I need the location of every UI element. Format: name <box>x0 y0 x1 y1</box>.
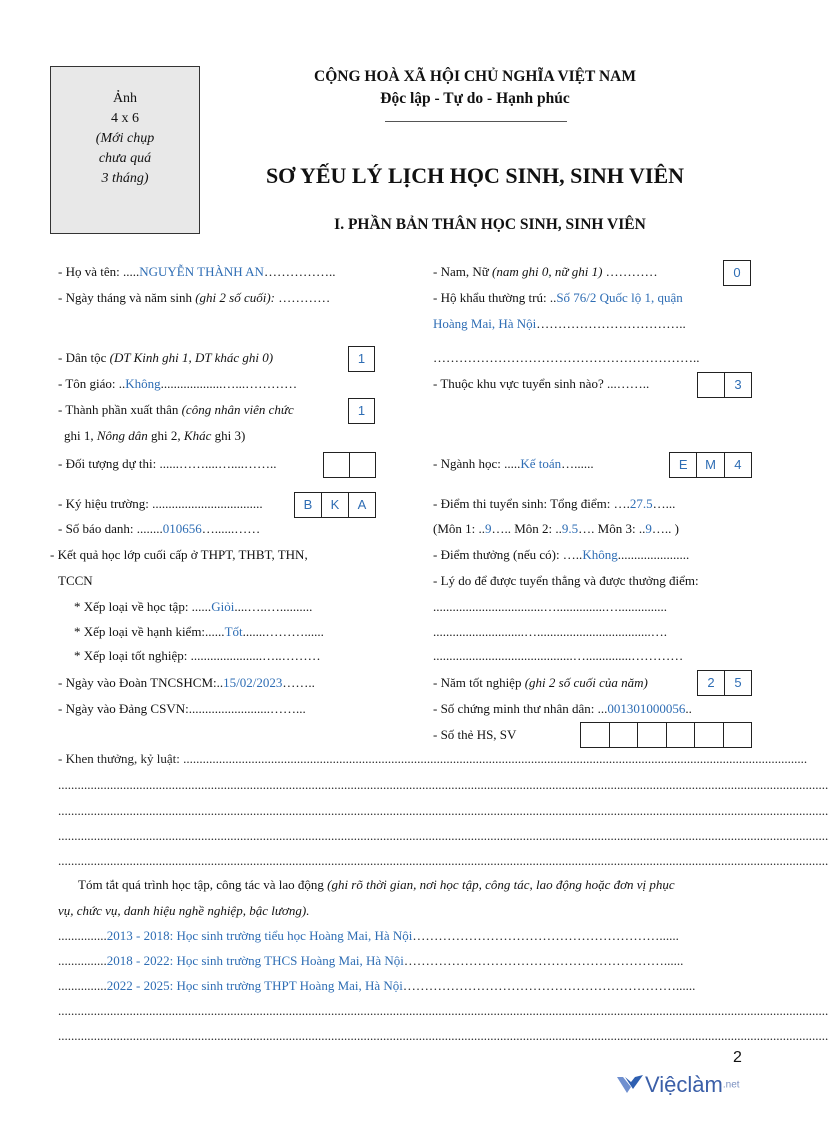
major-field[interactable] <box>433 456 594 472</box>
address-line-2[interactable] <box>433 316 686 332</box>
school-code-box[interactable] <box>294 492 376 518</box>
reason-line-2[interactable]: ............................…...................................…. <box>433 624 667 639</box>
photo-note-3: 3 tháng) <box>101 171 149 186</box>
summary-entry[interactable]: ...............2013 - 2018: Học sinh trường tiểu học Hoàng Mai, Hà Nội…………………………………………………...... <box>58 928 679 943</box>
ethnic-box-cell: 1 <box>357 351 366 366</box>
gender-hint: (nam ghi 0, nữ ghi 1) <box>492 264 603 279</box>
subj-close: ….. ) <box>651 521 679 536</box>
religion-value: Không <box>125 376 161 391</box>
union-value: 15/02/2023 <box>223 675 283 690</box>
reward-line-5[interactable]: ............................................................................................................................................................................................................................................. <box>58 853 828 868</box>
study-field[interactable] <box>74 599 312 615</box>
school-code-cell: A <box>357 497 367 512</box>
summary-blank-line[interactable]: ............................................................................................................................................................................................................................................. <box>58 1028 828 1043</box>
bonus-tail: ...................... <box>617 547 690 562</box>
card-cell <box>667 723 696 747</box>
gender-box-cell: 0 <box>733 265 741 280</box>
score-value: 27.5 <box>629 496 653 511</box>
section-title: I. PHẦN BẢN THÂN HỌC SINH, SINH VIÊN <box>334 216 646 233</box>
card-cell <box>638 723 667 747</box>
country-name: CỘNG HOÀ XÃ HỘI CHỦ NGHĨA VIỆT NAM <box>314 68 636 85</box>
area-box-cell <box>698 373 725 397</box>
sbd-field[interactable] <box>58 521 260 537</box>
reward-line-1[interactable]: - Khen thưởng, kỷ luật: ................................................................................................................................................................................................ <box>58 751 808 766</box>
origin-box[interactable] <box>348 398 375 424</box>
origin-options <box>64 428 245 444</box>
school-code-cell: K <box>322 493 349 517</box>
summary-blank-line[interactable]: ............................................................................................................................................................................................................................................. <box>58 1003 828 1018</box>
summary-entry[interactable]: ...............2018 - 2022: Học sinh trường THCS Hoàng Mai, Hà Nội……………………………………………………...... <box>58 953 684 968</box>
summary-entry-text: 2013 - 2018: Học sinh trường tiểu học Hoàng Mai, Hà Nội <box>106 928 413 943</box>
subj-2-label: ….. Môn 2: .. <box>491 521 562 536</box>
target-box-cell <box>324 453 350 477</box>
major-code-box[interactable] <box>669 452 752 478</box>
subj-3-label: …. Môn 3: .. <box>578 521 646 536</box>
grad-year-cell: 2 <box>698 671 725 695</box>
bonus-field[interactable] <box>433 547 689 563</box>
origin-opt-2b: ghi 2, <box>147 428 184 443</box>
card-number-box[interactable] <box>580 722 752 748</box>
photo-placeholder <box>50 66 200 234</box>
header-divider <box>385 121 567 122</box>
sbd-label: - Số báo danh: ........ <box>58 521 163 536</box>
address-value-2: Hoàng Mai, Hà Nội <box>433 316 537 331</box>
origin-opt-1: ghi 1, <box>64 428 97 443</box>
reward-line-2[interactable]: ............................................................................................................................................................................................................................................. <box>58 777 828 792</box>
gender-label: - Nam, Nữ <box>433 264 493 279</box>
area-box[interactable] <box>697 372 752 398</box>
dob-field[interactable] <box>58 290 330 306</box>
area-box-cell: 3 <box>734 377 742 392</box>
photo-label: Ảnh <box>112 91 138 106</box>
score-field[interactable] <box>433 496 675 512</box>
card-cell <box>695 723 724 747</box>
ethnic-field <box>58 350 273 366</box>
school-code-cell: B <box>295 493 322 517</box>
motto: Độc lập - Tự do - Hạnh phúc <box>380 90 570 107</box>
origin-hint: (công nhân viên chức <box>181 402 294 417</box>
dob-label: - Ngày tháng và năm sinh <box>58 290 196 305</box>
dob-tail: ………… <box>275 290 331 305</box>
result-label: - Kết quả học lớp cuối cấp ở THPT, THBT, THN, <box>50 547 308 562</box>
origin-box-cell: 1 <box>357 403 366 418</box>
religion-field[interactable] <box>58 376 297 392</box>
origin-opt-3: Khác <box>183 428 212 443</box>
origin-opt-3b: ghi 3) <box>211 428 246 443</box>
reward-line-3[interactable]: ............................................................................................................................................................................................................................................. <box>58 803 828 818</box>
score-label: - Điểm thi tuyển sinh: Tổng điểm: …. <box>433 496 630 511</box>
summary-hint: (ghi rõ thời gian, nơi học tập, công tác, lao động hoặc đơn vị phục <box>327 877 675 892</box>
sbd-tail: …......…… <box>201 521 261 536</box>
address-value-1: Số 76/2 Quốc lộ 1, quận <box>556 290 683 305</box>
study-label: * Xếp loại về học tập: ...... <box>74 599 212 614</box>
study-value: Giỏi <box>211 599 235 614</box>
dob-hint: (ghi 2 số cuối): <box>195 290 275 305</box>
grad-rank-label: * Xếp loại tốt nghiệp: ......................…..……… <box>74 648 321 663</box>
photo-size: 4 x 6 <box>111 111 139 126</box>
summary-text: Tóm tắt quá trình học tập, công tác và lao động <box>78 877 328 892</box>
address-label: - Hộ khẩu thường trú: .. <box>433 290 557 305</box>
sbd-value: 010656 <box>162 521 202 536</box>
score-tail: …... <box>652 496 676 511</box>
page-number: 2 <box>733 1049 742 1066</box>
summary-hint-2: vụ, chức vụ, danh hiệu nghề nghiệp, bậc lương). <box>58 903 310 918</box>
target-label: - Đối tượng dự thi: ......……....…....…….. <box>58 456 277 471</box>
gender-box[interactable] <box>723 260 751 286</box>
major-code-cell: 4 <box>734 457 742 472</box>
major-value: Kế toán <box>520 456 562 471</box>
id-value: 001301000056 <box>607 701 686 716</box>
card-label: - Số thẻ HS, SV <box>433 727 517 742</box>
vieclam-logo <box>615 1072 740 1098</box>
name-label: - Họ và tên: ..... <box>58 264 140 279</box>
conduct-value: Tốt <box>224 624 243 639</box>
form-title: SƠ YẾU LÝ LỊCH HỌC SINH, SINH VIÊN <box>265 163 685 188</box>
party-label: - Ngày vào Đảng CSVN:.........................……... <box>58 701 306 716</box>
reason-line-3[interactable]: ...........................................…..............………… <box>433 648 684 663</box>
summary-entry-text: 2018 - 2022: Học sinh trường THCS Hoàng Mai, Hà Nội <box>106 953 404 968</box>
origin-field <box>58 402 294 418</box>
grad-year-cell: 5 <box>734 675 742 690</box>
religion-tail: ...................…...………… <box>160 376 298 391</box>
reason-label: - Lý do để được tuyển thẳng và được thưởng điểm: <box>433 573 699 588</box>
union-field[interactable] <box>58 675 315 691</box>
ethnic-label: - Dân tộc <box>58 350 110 365</box>
reward-label: - Khen thưởng, kỷ luật: <box>58 751 180 766</box>
study-tail: ....…..….......... <box>234 599 313 614</box>
id-label: - Số chứng minh thư nhân dân: ... <box>433 701 608 716</box>
photo-note-2: chưa quá <box>98 151 152 166</box>
bonus-label: - Điểm thưởng (nếu có): ….. <box>433 547 583 562</box>
address-field[interactable] <box>433 290 683 306</box>
origin-opt-2: Nông dân <box>96 428 148 443</box>
conduct-label: * Xếp loại về hạnh kiểm:...... <box>74 624 225 639</box>
grad-year-hint: (ghi 2 số cuối của năm) <box>524 675 648 690</box>
religion-label: - Tôn giáo: .. <box>58 376 126 391</box>
card-cell <box>724 723 752 747</box>
logo-icon <box>615 1073 645 1097</box>
gender-field <box>433 264 658 280</box>
origin-label: - Thành phần xuất thân <box>58 402 182 417</box>
major-code-cell: M <box>697 453 724 477</box>
name-field[interactable] <box>58 264 335 280</box>
conduct-tail: .......………...... <box>242 624 324 639</box>
name-tail: …………….. <box>263 264 336 279</box>
subj-1-value: 9 <box>485 521 492 536</box>
grad-year-field <box>433 675 648 691</box>
result-label-2: TCCN <box>58 573 93 588</box>
school-code-label: - Ký hiệu trường: .................................. <box>58 496 263 511</box>
ethnic-hint: (DT Kinh ghi 1, DT khác ghi 0) <box>109 350 274 365</box>
union-tail: …….. <box>282 675 315 690</box>
major-label: - Ngành học: ..... <box>433 456 521 471</box>
subj-2-value: 9.5 <box>561 521 579 536</box>
name-value: NGUYỄN THÀNH AN <box>139 264 264 279</box>
address-line-3[interactable]: …………………………………………………….. <box>433 350 700 365</box>
summary-entry[interactable]: ...............2022 - 2025: Học sinh trường THPT Hoàng Mai, Hà Nội………………………………………………………...... <box>58 978 696 993</box>
id-tail: .. <box>685 701 692 716</box>
logo-text: Việclàm <box>645 1072 723 1097</box>
subj-1-label: (Môn 1: .. <box>433 521 485 536</box>
target-box[interactable] <box>323 452 376 478</box>
reason-line-1[interactable]: ..................................…...............…............... <box>433 599 667 614</box>
major-code-cell: E <box>670 453 697 477</box>
subject-scores[interactable] <box>433 521 679 537</box>
logo-suffix: .net <box>722 1079 740 1091</box>
union-label: - Ngày vào Đoàn TNCSHCM:.. <box>58 675 224 690</box>
target-box-cell <box>350 453 375 477</box>
id-field[interactable] <box>433 701 692 717</box>
conduct-field[interactable] <box>74 624 324 640</box>
ethnic-box[interactable] <box>348 346 375 372</box>
reward-line-4[interactable]: ............................................................................................................................................................................................................................................. <box>58 828 828 843</box>
summary-intro <box>78 877 675 893</box>
card-cell <box>581 723 610 747</box>
gender-tail: ………… <box>602 264 658 279</box>
summary-entry-text: 2022 - 2025: Học sinh trường THPT Hoàng Mai, Hà Nội <box>106 978 403 993</box>
subj-3-value: 9 <box>645 521 652 536</box>
area-label: - Thuộc khu vực tuyển sinh nào? ...…….. <box>433 376 650 391</box>
card-cell <box>610 723 639 747</box>
bonus-value: Không <box>582 547 618 562</box>
major-tail: …...... <box>561 456 594 471</box>
address-tail: …………………………….. <box>536 316 686 331</box>
photo-note-1: (Mới chụp <box>95 131 155 146</box>
grad-year-label: - Năm tốt nghiệp <box>433 675 525 690</box>
grad-year-box[interactable] <box>697 670 752 696</box>
